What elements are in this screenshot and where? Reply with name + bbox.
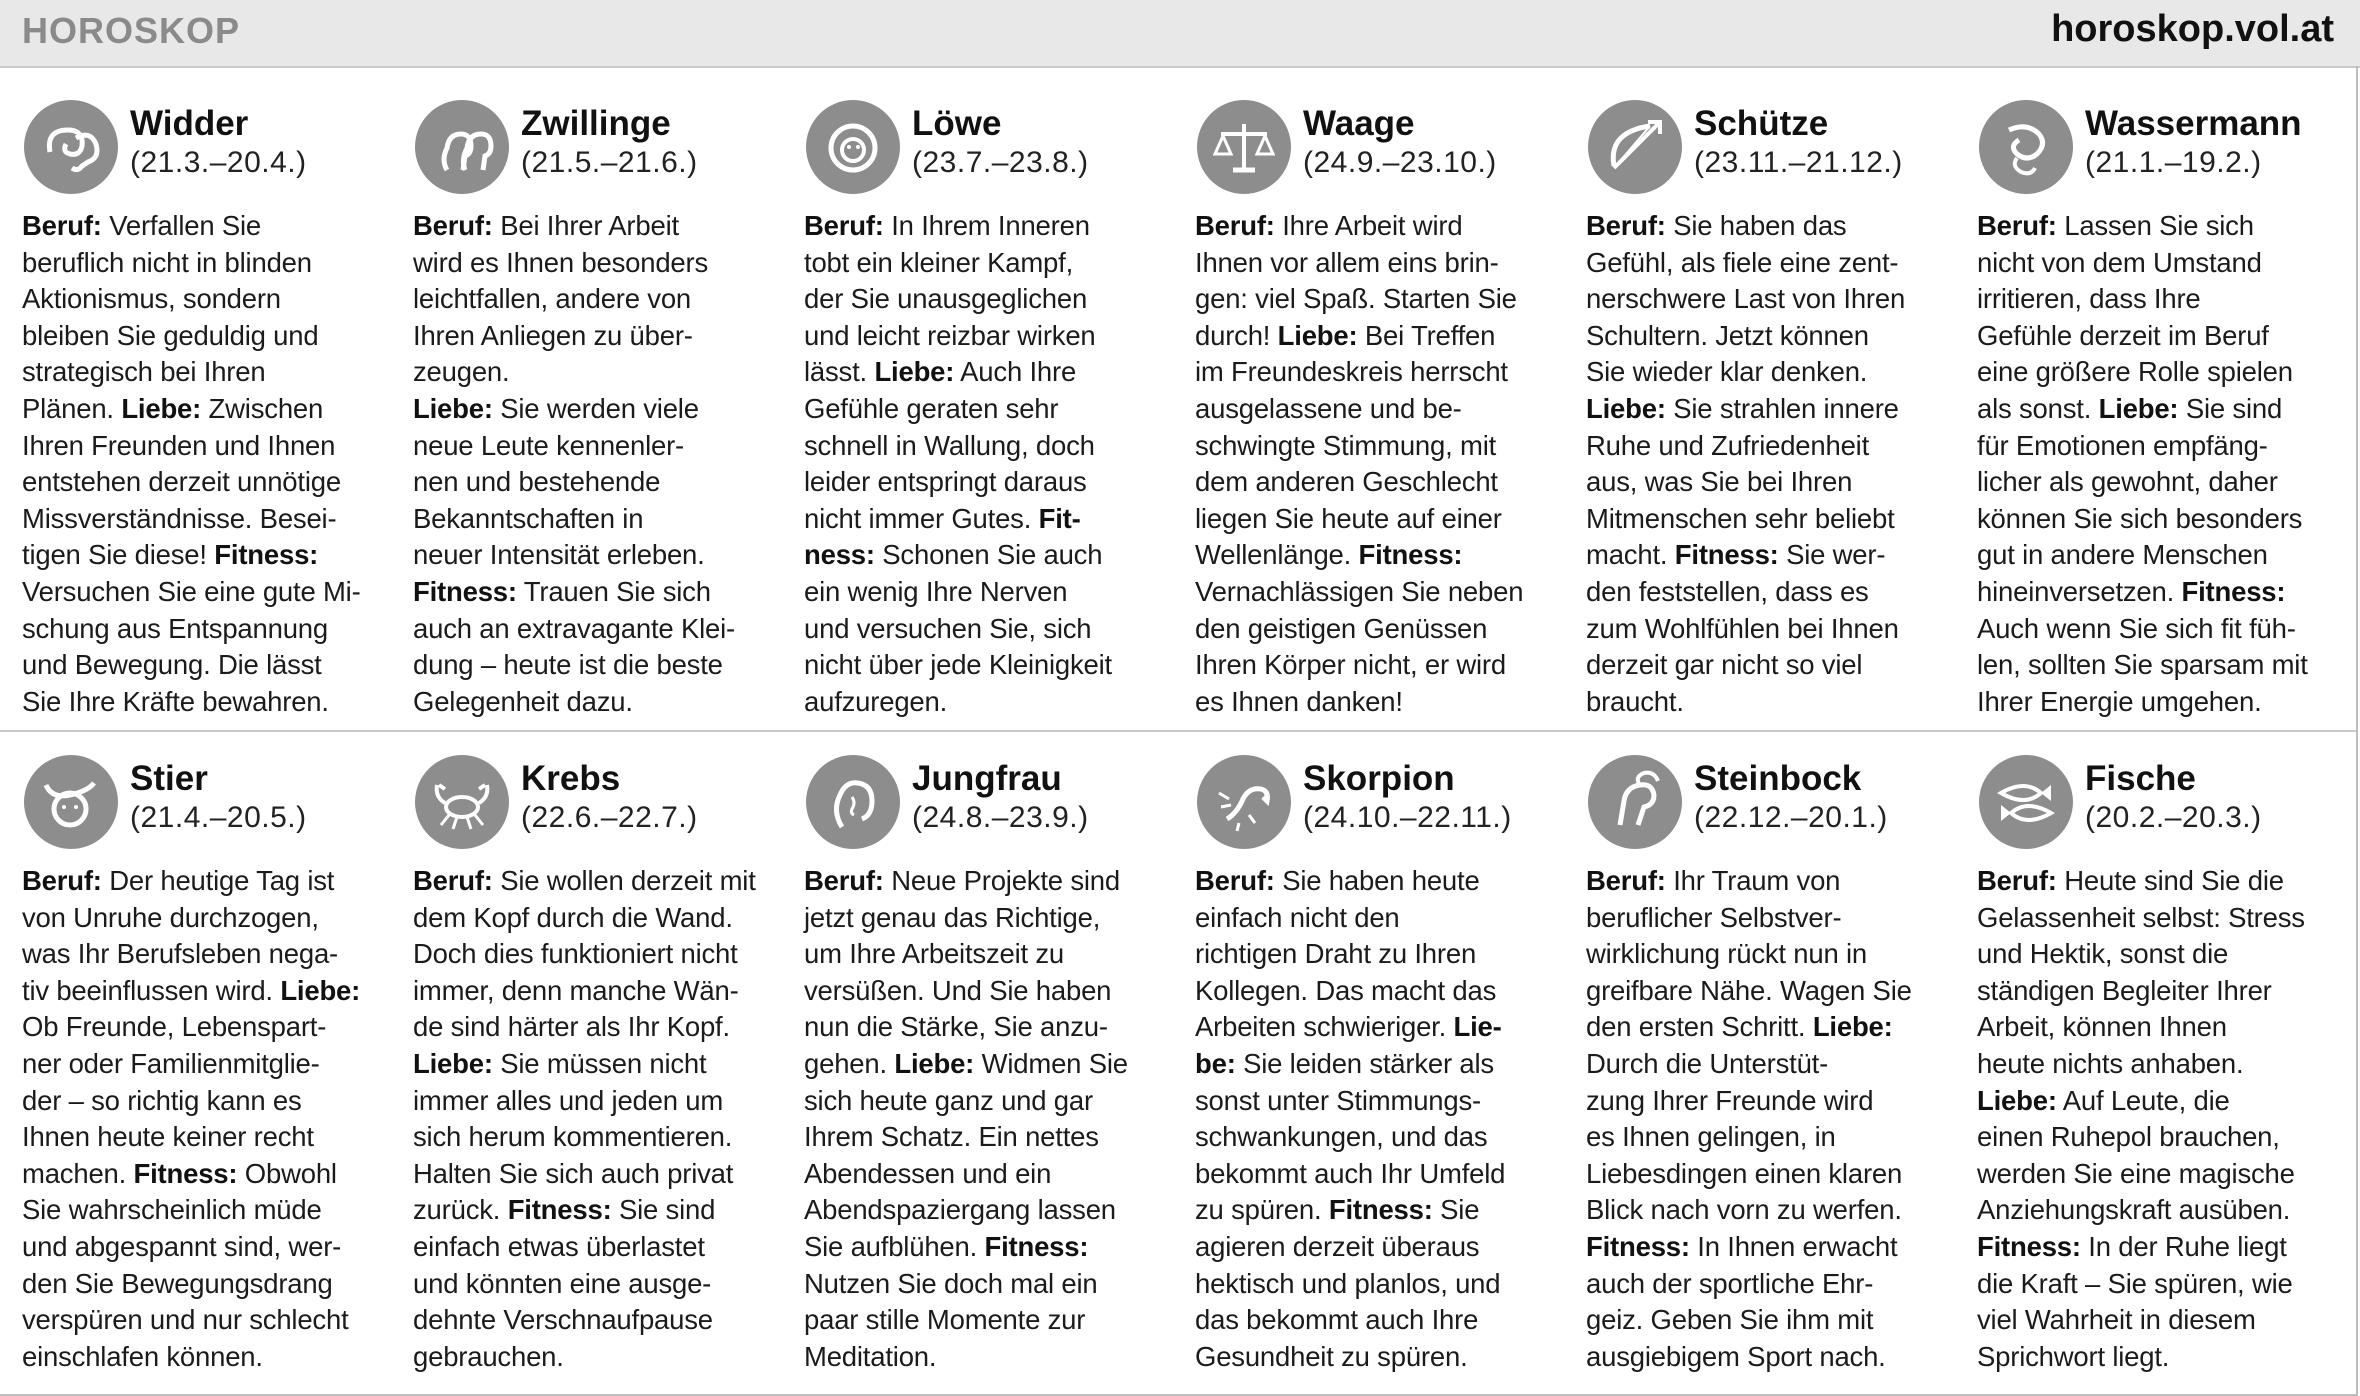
sign-name: Stier (130, 759, 208, 798)
sign-text (1977, 208, 2349, 720)
gemini-twins-icon (415, 100, 509, 194)
forecast-text: Trauen Sie sich auch an extravagante Klei- dung – heute ist die beste Gelegenheit dazu. (413, 575, 735, 717)
sign-card-jungfrau (804, 755, 1176, 1375)
forecast-text: Widmen Sie sich heute ganz und gar Ihrem Schatz. Ein nettes Abendessen und ein Abendspaziergang lassen Sie aufblühen. (804, 1047, 1128, 1262)
sign-name: Steinbock (1694, 759, 1862, 798)
sign-name: Waage (1303, 104, 1415, 143)
category-label: Fitness: (1674, 539, 1779, 571)
forecast-text: Schonen Sie auch ein wenig Ihre Nerven und versuchen Sie, sich nicht über jede Kleinigkeit aufzuregen. (804, 539, 1112, 717)
sign-text (413, 208, 785, 720)
category-label: Liebe: (121, 392, 202, 424)
sign-name: Fische (2085, 759, 2196, 798)
category-label: Liebe: (413, 1047, 493, 1079)
header-bar (0, 0, 2360, 68)
sign-card-krebs (413, 755, 785, 1375)
aries-ram-icon (24, 100, 118, 194)
forecast-text: Vernachlässigen Sie neben den geistigen Genüssen Ihren Körper nicht, er wird es Ihnen danken! (1195, 575, 1524, 717)
capricorn-goat-icon (1588, 755, 1682, 849)
forecast-text: Sie sind einfach etwas überlastet und könnten eine ausge- dehnte Verschnaufpause gebrauchen. (413, 1194, 716, 1372)
sign-header (1977, 755, 2349, 855)
sign-card-löwe (804, 100, 1176, 720)
forecast-text: In Ihnen erwacht auch der sportliche Ehr- geiz. Geben Sie ihm mit ausgiebigem Sport nach. (1586, 1230, 1898, 1372)
forecast-text: Lassen Sie sich nicht von dem Umstand irritieren, dass Ihre Gefühle derzeit im Beruf eine größere Rolle spielen als sonst. (1977, 210, 2293, 424)
category-label: Liebe: (413, 392, 493, 424)
sign-card-waage (1195, 100, 1567, 720)
category-label: Beruf: (413, 210, 493, 241)
forecast-text: Verfallen Sie beruflich nicht in blinden Aktionismus, sondern bleiben Sie geduldig und strategisch bei Ihren Plänen. (22, 210, 319, 424)
sign-header (804, 100, 1176, 200)
sign-dates: (21.1.–19.2.) (2085, 146, 2262, 179)
sign-header (413, 100, 785, 200)
category-label: Beruf: (1195, 210, 1275, 241)
sign-card-widder (22, 100, 394, 720)
sign-name: Jungfrau (912, 759, 1062, 798)
sign-dates: (23.11.–21.12.) (1694, 146, 1903, 179)
sign-name: Wassermann (2085, 104, 2302, 143)
libra-scales-icon (1197, 100, 1291, 194)
sagittarius-bow-icon (1588, 100, 1682, 194)
sign-header (1586, 755, 1958, 855)
sign-dates: (24.8.–23.9.) (912, 801, 1089, 834)
virgo-maiden-icon (806, 755, 900, 849)
category-label: Liebe: (2098, 392, 2179, 424)
category-label: Fitness: (2181, 575, 2286, 607)
category-label: Beruf: (1586, 210, 1666, 241)
category-label: Beruf: (1586, 865, 1666, 896)
sign-name: Löwe (912, 104, 1002, 143)
forecast-text: Nutzen Sie doch mal ein paar stille Momente zur Meditation. (804, 1267, 1098, 1372)
sign-header (1195, 100, 1567, 200)
sign-card-schütze (1586, 100, 1958, 720)
category-label: Fitness: (1586, 1230, 1690, 1262)
site-url[interactable]: horoskop.vol.at (2051, 8, 2334, 50)
category-label: Fitness: (413, 575, 517, 607)
sign-text (413, 863, 785, 1375)
sign-name: Skorpion (1303, 759, 1455, 798)
category-label: Lie- be: (1195, 1011, 1502, 1079)
pisces-fish-icon (1979, 755, 2073, 849)
sign-header (22, 100, 394, 200)
forecast-text: Sie wollen derzeit mit dem Kopf durch die Wand. Doch dies funktioniert nicht immer, denn manche Wän- de sind härter als Ihr Kopf. (413, 865, 756, 1043)
sign-text (1195, 208, 1567, 720)
forecast-text: Neue Projekte sind jetzt genau das Richtige, um Ihre Arbeitszeit zu versüßen. Und Sie haben nun die Stärke, Sie anzu- gehen. (804, 865, 1120, 1079)
forecast-text: Obwohl Sie wahrscheinlich müde und abgespannt sind, wer- den Sie Bewegungsdrang verspüren und nur schlecht einschlafen können. (22, 1157, 349, 1372)
forecast-text: Auch Ihre Gefühle geraten sehr schnell in Wallung, doch leider entspringt daraus nicht immer Gutes. (804, 356, 1095, 534)
category-label: Fitness: (1358, 539, 1463, 571)
category-label: Beruf: (1195, 865, 1275, 896)
aquarius-jug-icon (1979, 100, 2073, 194)
category-label: Beruf: (413, 865, 493, 896)
category-label: Liebe: (1277, 319, 1358, 351)
category-label: Beruf: (804, 210, 884, 241)
sign-text (1977, 863, 2349, 1375)
sign-card-steinbock (1586, 755, 1958, 1375)
category-label: Fitness: (984, 1230, 1089, 1262)
forecast-text: Heute sind Sie die Gelassenheit selbst: Stress und Hektik, sonst die ständigen Begleiter Ihrer Arbeit, können Ihnen heute nichts anhaben. (1977, 865, 2305, 1079)
forecast-text: Durch die Unterstüt- zung Ihrer Freunde wird es Ihnen gelingen, in Liebesdingen einen klaren Blick nach vorn zu werfen. (1586, 1047, 1903, 1226)
forecast-text: Sie werden viele neue Leute kennenler- nen und bestehende Bekanntschaften in neuer Intensität erleben. (413, 392, 705, 571)
forecast-text: Bei Treffen im Freundeskreis herrscht ausgelassene und be- schwingte Stimmung, mit dem anderen Geschlecht liegen Sie heute auf einer Wellenlänge. (1195, 319, 1508, 571)
category-label: Beruf: (1977, 210, 2057, 241)
sign-card-wassermann (1977, 100, 2349, 720)
sign-name: Schütze (1694, 104, 1829, 143)
sign-dates: (24.9.–23.10.) (1303, 146, 1497, 179)
sign-header (1977, 100, 2349, 200)
forecast-text: Sie sind für Emotionen empfäng- licher als gewohnt, daher können Sie sich besonders gut in andere Menschen hineinversetzen. (1977, 392, 2303, 607)
forecast-text: Zwischen Ihren Freunden und Ihnen entstehen derzeit unnötige Missverständnisse. Besei- tigen Sie diese! (22, 392, 341, 571)
sign-text (22, 863, 394, 1375)
sign-dates: (24.10.–22.11.) (1303, 801, 1512, 834)
category-label: Fitness: (507, 1194, 612, 1226)
sign-name: Krebs (521, 759, 621, 798)
sign-dates: (21.3.–20.4.) (130, 146, 307, 179)
page-title: HOROSKOP (22, 10, 241, 51)
sign-text (1195, 863, 1567, 1375)
sign-name: Widder (130, 104, 249, 143)
sign-header (1586, 100, 1958, 200)
category-label: Liebe: (1977, 1084, 2057, 1116)
forecast-text: Sie haben heute einfach nicht den richtigen Draht zu Ihren Kollegen. Das macht das Arbeiten schwieriger. (1195, 865, 1497, 1043)
sign-header (22, 755, 394, 855)
sign-dates: (20.2.–20.3.) (2085, 801, 2262, 834)
category-label: Beruf: (1977, 865, 2057, 896)
forecast-text: Ihre Arbeit wird Ihnen vor allem eins brin- gen: viel Spaß. Starten Sie durch! (1195, 210, 1517, 351)
sign-dates: (23.7.–23.8.) (912, 146, 1089, 179)
forecast-text: Sie haben das Gefühl, als fiele eine zent- nerschwere Last von Ihren Schultern. Jetzt können Sie wieder klar denken. (1586, 210, 1906, 388)
category-label: Liebe: (280, 974, 361, 1006)
forecast-text: Sie wer- den feststellen, dass es zum Wohlfühlen bei Ihnen derzeit gar nicht so viel braucht. (1586, 539, 1899, 717)
forecast-text: Ob Freunde, Lebenspart- ner oder Familienmitglie- der – so richtig kann es Ihnen heute keiner recht machen. (22, 1011, 327, 1189)
sign-card-stier (22, 755, 394, 1375)
forecast-text: Ihr Traum von beruflicher Selbstver- wirklichung rückt nun in greifbare Nähe. Wagen Sie den ersten Schritt. (1586, 865, 1912, 1043)
category-label: Fitness: (133, 1157, 238, 1189)
category-label: Liebe: (894, 1047, 975, 1079)
forecast-text: Auf Leute, die einen Ruhepol brauchen, werden Sie eine magische Anziehungskraft ausüben. (1977, 1084, 2295, 1226)
sign-text (804, 863, 1176, 1375)
sign-card-zwillinge (413, 100, 785, 720)
sign-card-skorpion (1195, 755, 1567, 1375)
forecast-text: Versuchen Sie eine gute Mi- schung aus Entspannung und Bewegung. Die lässt Sie Ihre Kräfte bewahren. (22, 575, 361, 717)
sign-header (1195, 755, 1567, 855)
taurus-bull-icon (24, 755, 118, 849)
leo-lion-icon (806, 100, 900, 194)
category-label: Fitness: (214, 539, 319, 571)
forecast-text: Sie agieren derzeit überaus hektisch und planlos, und das bekommt auch Ihre Gesundheit zu spüren. (1195, 1194, 1501, 1372)
forecast-text: In Ihrem Inneren tobt ein kleiner Kampf, der Sie unausgeglichen und leicht reizbar wirken lässt. (804, 210, 1096, 388)
forecast-text: Auch wenn Sie sich fit füh- len, sollten Sie sparsam mit Ihrer Energie umgehen. (1977, 612, 2308, 717)
sign-text (804, 208, 1176, 720)
sign-text (1586, 208, 1958, 720)
sign-dates: (22.6.–22.7.) (521, 801, 698, 834)
sign-dates: (22.12.–20.1.) (1694, 801, 1888, 834)
sign-text (1586, 863, 1958, 1375)
forecast-text: Sie leiden stärker als sonst unter Stimmungs- schwankungen, und das bekommt auch Ihr Umfeld zu spüren. (1195, 1047, 1506, 1226)
forecast-text: Sie müssen nicht immer alles und jeden um sich herum kommentieren. Halten Sie sich auch privat zurück. (413, 1047, 734, 1226)
category-label: Fit- ness: (804, 502, 1081, 571)
forecast-text: In der Ruhe liegt die Kraft – Sie spüren, wie viel Wahrheit in diesem Sprichwort liegt. (1977, 1230, 2293, 1372)
forecast-text: Bei Ihrer Arbeit wird es Ihnen besonders leichtfallen, andere von Ihren Anliegen zu über- zeugen. (413, 210, 709, 388)
sign-header (413, 755, 785, 855)
scorpio-scorpion-icon (1197, 755, 1291, 849)
sign-dates: (21.5.–21.6.) (521, 146, 698, 179)
cancer-crab-icon (415, 755, 509, 849)
category-label: Liebe: (874, 356, 955, 388)
sign-text (22, 208, 394, 720)
sign-name: Zwillinge (521, 104, 671, 143)
category-label: Liebe: (1586, 392, 1666, 424)
category-label: Beruf: (22, 210, 102, 241)
sign-card-fische (1977, 755, 2349, 1375)
category-label: Fitness: (1977, 1230, 2081, 1262)
category-label: Beruf: (22, 865, 102, 896)
sign-header (804, 755, 1176, 855)
sign-dates: (21.4.–20.5.) (130, 801, 307, 834)
category-label: Beruf: (804, 865, 884, 896)
category-label: Liebe: (1812, 1011, 1893, 1043)
category-label: Fitness: (1328, 1194, 1433, 1226)
row-divider (0, 730, 2356, 732)
forecast-text: Sie strahlen innere Ruhe und Zufriedenheit aus, was Sie bei Ihren Mitmenschen sehr beliebt macht. (1586, 392, 1899, 571)
forecast-text: Der heutige Tag ist von Unruhe durchzogen, was Ihr Berufsleben nega- tiv beeinflussen wird. (22, 865, 339, 1006)
